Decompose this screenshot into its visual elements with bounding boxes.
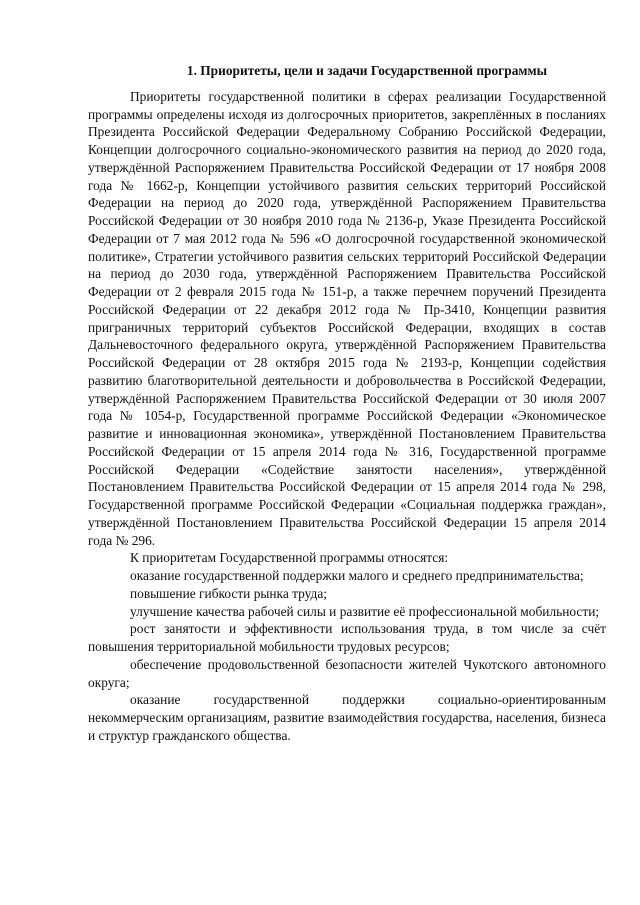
- list-item-workforce-quality: улучшение качества рабочей силы и развитие её профессиональной мобильности;: [130, 603, 600, 619]
- list-item-food-security: обеспечение продовольственной безопасности жителей Чукотского автономного округа;: [88, 656, 606, 690]
- document-page: [88, 62, 606, 745]
- list-item-labor-flexibility: повышение гибкости рынка труда;: [130, 585, 328, 601]
- list-item-nonprofit-support: оказание государственной поддержки социально-ориентированным некоммерческим организациям, развитие взаимодействия государства, населения, бизнеса и структур гражданского общества.: [88, 692, 606, 743]
- section-title: 1. Приоритеты, цели и задачи Государственной программы: [186, 63, 548, 78]
- list-item-employment-growth: рост занятости и эффективности использования труда, в том числе за счёт повышения территориальной мобильности трудовых ресурсов;: [88, 621, 606, 654]
- paragraph-priorities-basis: Приоритеты государственной политики в сферах реализации Государственной программы определены исходя из долгосрочных приоритетов, закреплённых в посланиях Президента Российской Федерации Федеральному Собранию Российской Федерации, Концепции долгосрочного социально-экономического развития на период до 2020 года, утверждённой Распоряжением Правительства Российской Федерации от 17 ноября 2008 года № 1662-р, Концепции устойчивого развития сельских территорий Российской Федерации на период до 2020 года, утверждённой Распоряжением Правительства Российской Федерации от 30 ноября 2010 года № 2136-р, Указе Президента Российской Федерации от 7 мая 2012 года № 596 «О долгосрочной государственной экономической политике», Стратегии устойчивого развития сельских территорий Российской Федерации на период до 2030 года, утверждённой Распоряжением Правительства Российской Федерации от 2 февраля 2015 года № 151-р, а также перечнем поручений Президента Российской Федерации от 22 декабря 2012 года № Пр-3410, Концепции развития приграничных территорий субъектов Российской Федерации, входящих в состав Дальневосточного федерального округа, утверждённой Распоряжением Правительства Российской Федерации от 28 октября 2015 года № 2193-р, Концепции содействия развитию благотворительной деятельности и добровольчества в Российской Федерации, утверждённой Распоряжением Правительства Российской Федерации от 30 июля 2007 года № 1054-р, Государственной программе Российской Федерации «Экономическое развитие и инновационная экономика», утверждённой Постановлением Правительства Российской Федерации от 15 апреля 2014 года № 316, Государственной программе Российской Федерации «Содействие занятости населения», утверждённой Постановлением Правительства Российской Федерации от 15 апреля 2014 года № 298, Государственной программе Российской Федерации «Социальная поддержка граждан», утверждённой Постановлением Правительства Российской Федерации 15 апреля 2014 года № 296.: [88, 88, 606, 548]
- paragraph-priorities-intro: К приоритетам Государственной программы относятся:: [130, 550, 449, 566]
- list-item-business-support: оказание государственной поддержки малого и среднего предпринимательства;: [130, 568, 584, 583]
